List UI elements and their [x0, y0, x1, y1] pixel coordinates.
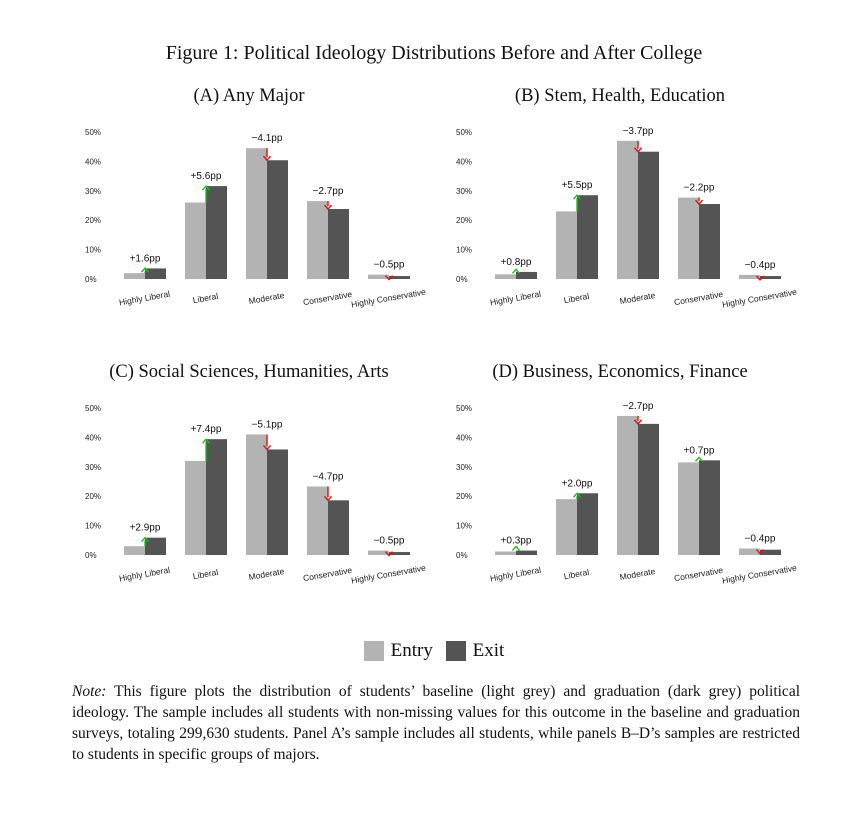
bar-entry-conservative [307, 201, 328, 279]
bar-exit-liberal [577, 195, 598, 279]
bar-entry-moderate [617, 141, 638, 279]
y-tick-label: 0% [85, 551, 97, 560]
bar-entry-liberal [185, 203, 206, 279]
y-tick-label: 50% [85, 404, 102, 413]
panel-b [440, 86, 800, 326]
x-tick-label-highly-conservative: Highly Conservative [721, 286, 798, 310]
y-tick-label: 10% [85, 245, 102, 255]
y-tick-label: 30% [85, 462, 102, 472]
change-label-highly-liberal: +2.9pp [129, 522, 161, 534]
y-tick-label: 50% [85, 128, 102, 137]
change-label-conservative: −2.7pp [312, 186, 344, 198]
panel-a [69, 86, 429, 326]
bar-entry-highly-liberal [124, 273, 145, 279]
x-tick-label-liberal: Liberal [563, 566, 590, 582]
y-tick-label: 30% [85, 186, 102, 196]
x-tick-label-moderate: Moderate [247, 290, 286, 307]
bar-entry-liberal [185, 461, 206, 555]
x-tick-label-highly-liberal: Highly Liberal [118, 288, 171, 308]
bar-exit-liberal [206, 186, 227, 279]
x-tick-label-liberal: Liberal [192, 290, 219, 306]
y-tick-label: 10% [85, 521, 102, 531]
bar-exit-conservative [699, 460, 720, 555]
bar-exit-moderate [267, 449, 288, 555]
change-label-highly-conservative: −0.4pp [744, 533, 776, 545]
x-tick-label-highly-liberal: Highly Liberal [489, 288, 542, 308]
change-label-highly-liberal: +0.8pp [500, 256, 532, 268]
bar-exit-highly-liberal [516, 551, 537, 555]
bar-entry-conservative [678, 462, 699, 555]
y-tick-label: 50% [456, 404, 473, 413]
y-tick-label: 10% [456, 521, 473, 531]
note-text: This figure plots the distribution of students’ baseline (light grey) and graduation (dark grey) political ideology. The sample includes all students with non-missing values for this outcome in the baseline and graduation surveys, totaling 299,630 students. Panel A’s sample includes all students, while panels B–D’s samples are restricted to students in specific groups of majors. [72, 683, 800, 763]
change-label-liberal: +2.0pp [561, 478, 593, 490]
change-label-moderate: −3.7pp [622, 125, 654, 137]
bar-entry-highly-liberal [495, 274, 516, 279]
x-tick-label-liberal: Liberal [563, 290, 590, 306]
y-tick-label: 0% [456, 275, 468, 284]
change-label-conservative: −2.2pp [683, 182, 715, 194]
bar-exit-conservative [699, 204, 720, 279]
x-tick-label-moderate: Moderate [618, 566, 657, 583]
panel-b-chart [440, 114, 800, 326]
bar-exit-liberal [206, 439, 227, 555]
x-tick-label-highly-liberal: Highly Liberal [489, 564, 542, 584]
panel-d-title: (D) Business, Economics, Finance [492, 362, 748, 382]
panel-c [69, 362, 429, 602]
x-tick-label-conservative: Conservative [673, 288, 724, 308]
bar-entry-conservative [678, 198, 699, 279]
note-label: Note: [72, 683, 107, 700]
bar-entry-moderate [246, 148, 267, 279]
y-tick-label: 30% [456, 186, 473, 196]
legend-entry-swatch [364, 641, 384, 661]
panel-a-chart [69, 114, 429, 326]
y-tick-label: 20% [456, 216, 473, 226]
panel-d-chart [440, 390, 800, 602]
change-label-highly-conservative: −0.4pp [744, 259, 776, 271]
figure-note [72, 681, 800, 765]
change-label-liberal: +7.4pp [190, 424, 222, 436]
bar-entry-moderate [246, 434, 267, 555]
bar-entry-liberal [556, 499, 577, 555]
legend [0, 640, 868, 667]
y-tick-label: 40% [456, 433, 473, 443]
change-label-liberal: +5.6pp [190, 171, 222, 183]
y-tick-label: 50% [456, 128, 473, 137]
bar-exit-conservative [328, 209, 349, 279]
legend-entry-label: Entry [390, 640, 433, 661]
change-label-highly-conservative: −0.5pp [373, 259, 405, 271]
y-tick-label: 0% [85, 275, 97, 284]
bar-exit-liberal [577, 493, 598, 555]
x-tick-label-conservative: Conservative [302, 288, 353, 308]
change-label-liberal: +5.5pp [561, 180, 593, 192]
x-tick-label-liberal: Liberal [192, 566, 219, 582]
x-tick-label-highly-conservative: Highly Conservative [350, 562, 427, 586]
panel-c-title: (C) Social Sciences, Humanities, Arts [109, 362, 389, 382]
bar-exit-highly-liberal [145, 268, 166, 279]
change-label-highly-conservative: −0.5pp [373, 535, 405, 547]
x-tick-label-moderate: Moderate [247, 566, 286, 583]
panel-c-chart [69, 390, 429, 602]
bar-entry-highly-liberal [124, 546, 145, 555]
y-tick-label: 40% [85, 157, 102, 167]
y-tick-label: 20% [85, 492, 102, 502]
y-tick-label: 20% [85, 216, 102, 226]
y-tick-label: 0% [456, 551, 468, 560]
change-label-moderate: −2.7pp [622, 400, 654, 412]
panel-d [440, 362, 800, 602]
change-label-highly-liberal: +1.6pp [129, 253, 161, 265]
change-label-conservative: +0.7pp [683, 445, 715, 457]
x-tick-label-conservative: Conservative [302, 564, 353, 584]
legend-exit [446, 640, 505, 662]
y-tick-label: 20% [456, 492, 473, 502]
change-label-moderate: −5.1pp [251, 419, 283, 431]
figure-title: Figure 1: Political Ideology Distributions Before and After College [165, 42, 703, 64]
legend-exit-swatch [446, 641, 466, 661]
x-tick-label-moderate: Moderate [618, 290, 657, 307]
bar-entry-liberal [556, 211, 577, 279]
panel-a-title: (A) Any Major [193, 86, 305, 106]
y-tick-label: 10% [456, 245, 473, 255]
x-tick-label-highly-conservative: Highly Conservative [350, 286, 427, 310]
y-tick-label: 40% [456, 157, 473, 167]
bar-exit-moderate [638, 152, 659, 279]
x-tick-label-highly-conservative: Highly Conservative [721, 562, 798, 586]
bar-exit-conservative [328, 500, 349, 555]
change-label-moderate: −4.1pp [251, 133, 283, 145]
legend-exit-label: Exit [472, 640, 505, 661]
bar-entry-highly-liberal [495, 551, 516, 555]
x-tick-label-highly-liberal: Highly Liberal [118, 564, 171, 584]
legend-entry [364, 640, 433, 662]
bar-exit-moderate [267, 160, 288, 279]
panel-b-title: (B) Stem, Health, Education [514, 86, 726, 106]
increase-arrow-icon [513, 546, 520, 550]
change-label-highly-liberal: +0.3pp [500, 535, 532, 547]
y-tick-label: 40% [85, 433, 102, 443]
y-tick-label: 30% [456, 462, 473, 472]
bar-exit-moderate [638, 424, 659, 555]
x-tick-label-conservative: Conservative [673, 564, 724, 584]
change-label-conservative: −4.7pp [312, 471, 344, 483]
bar-entry-moderate [617, 416, 638, 555]
